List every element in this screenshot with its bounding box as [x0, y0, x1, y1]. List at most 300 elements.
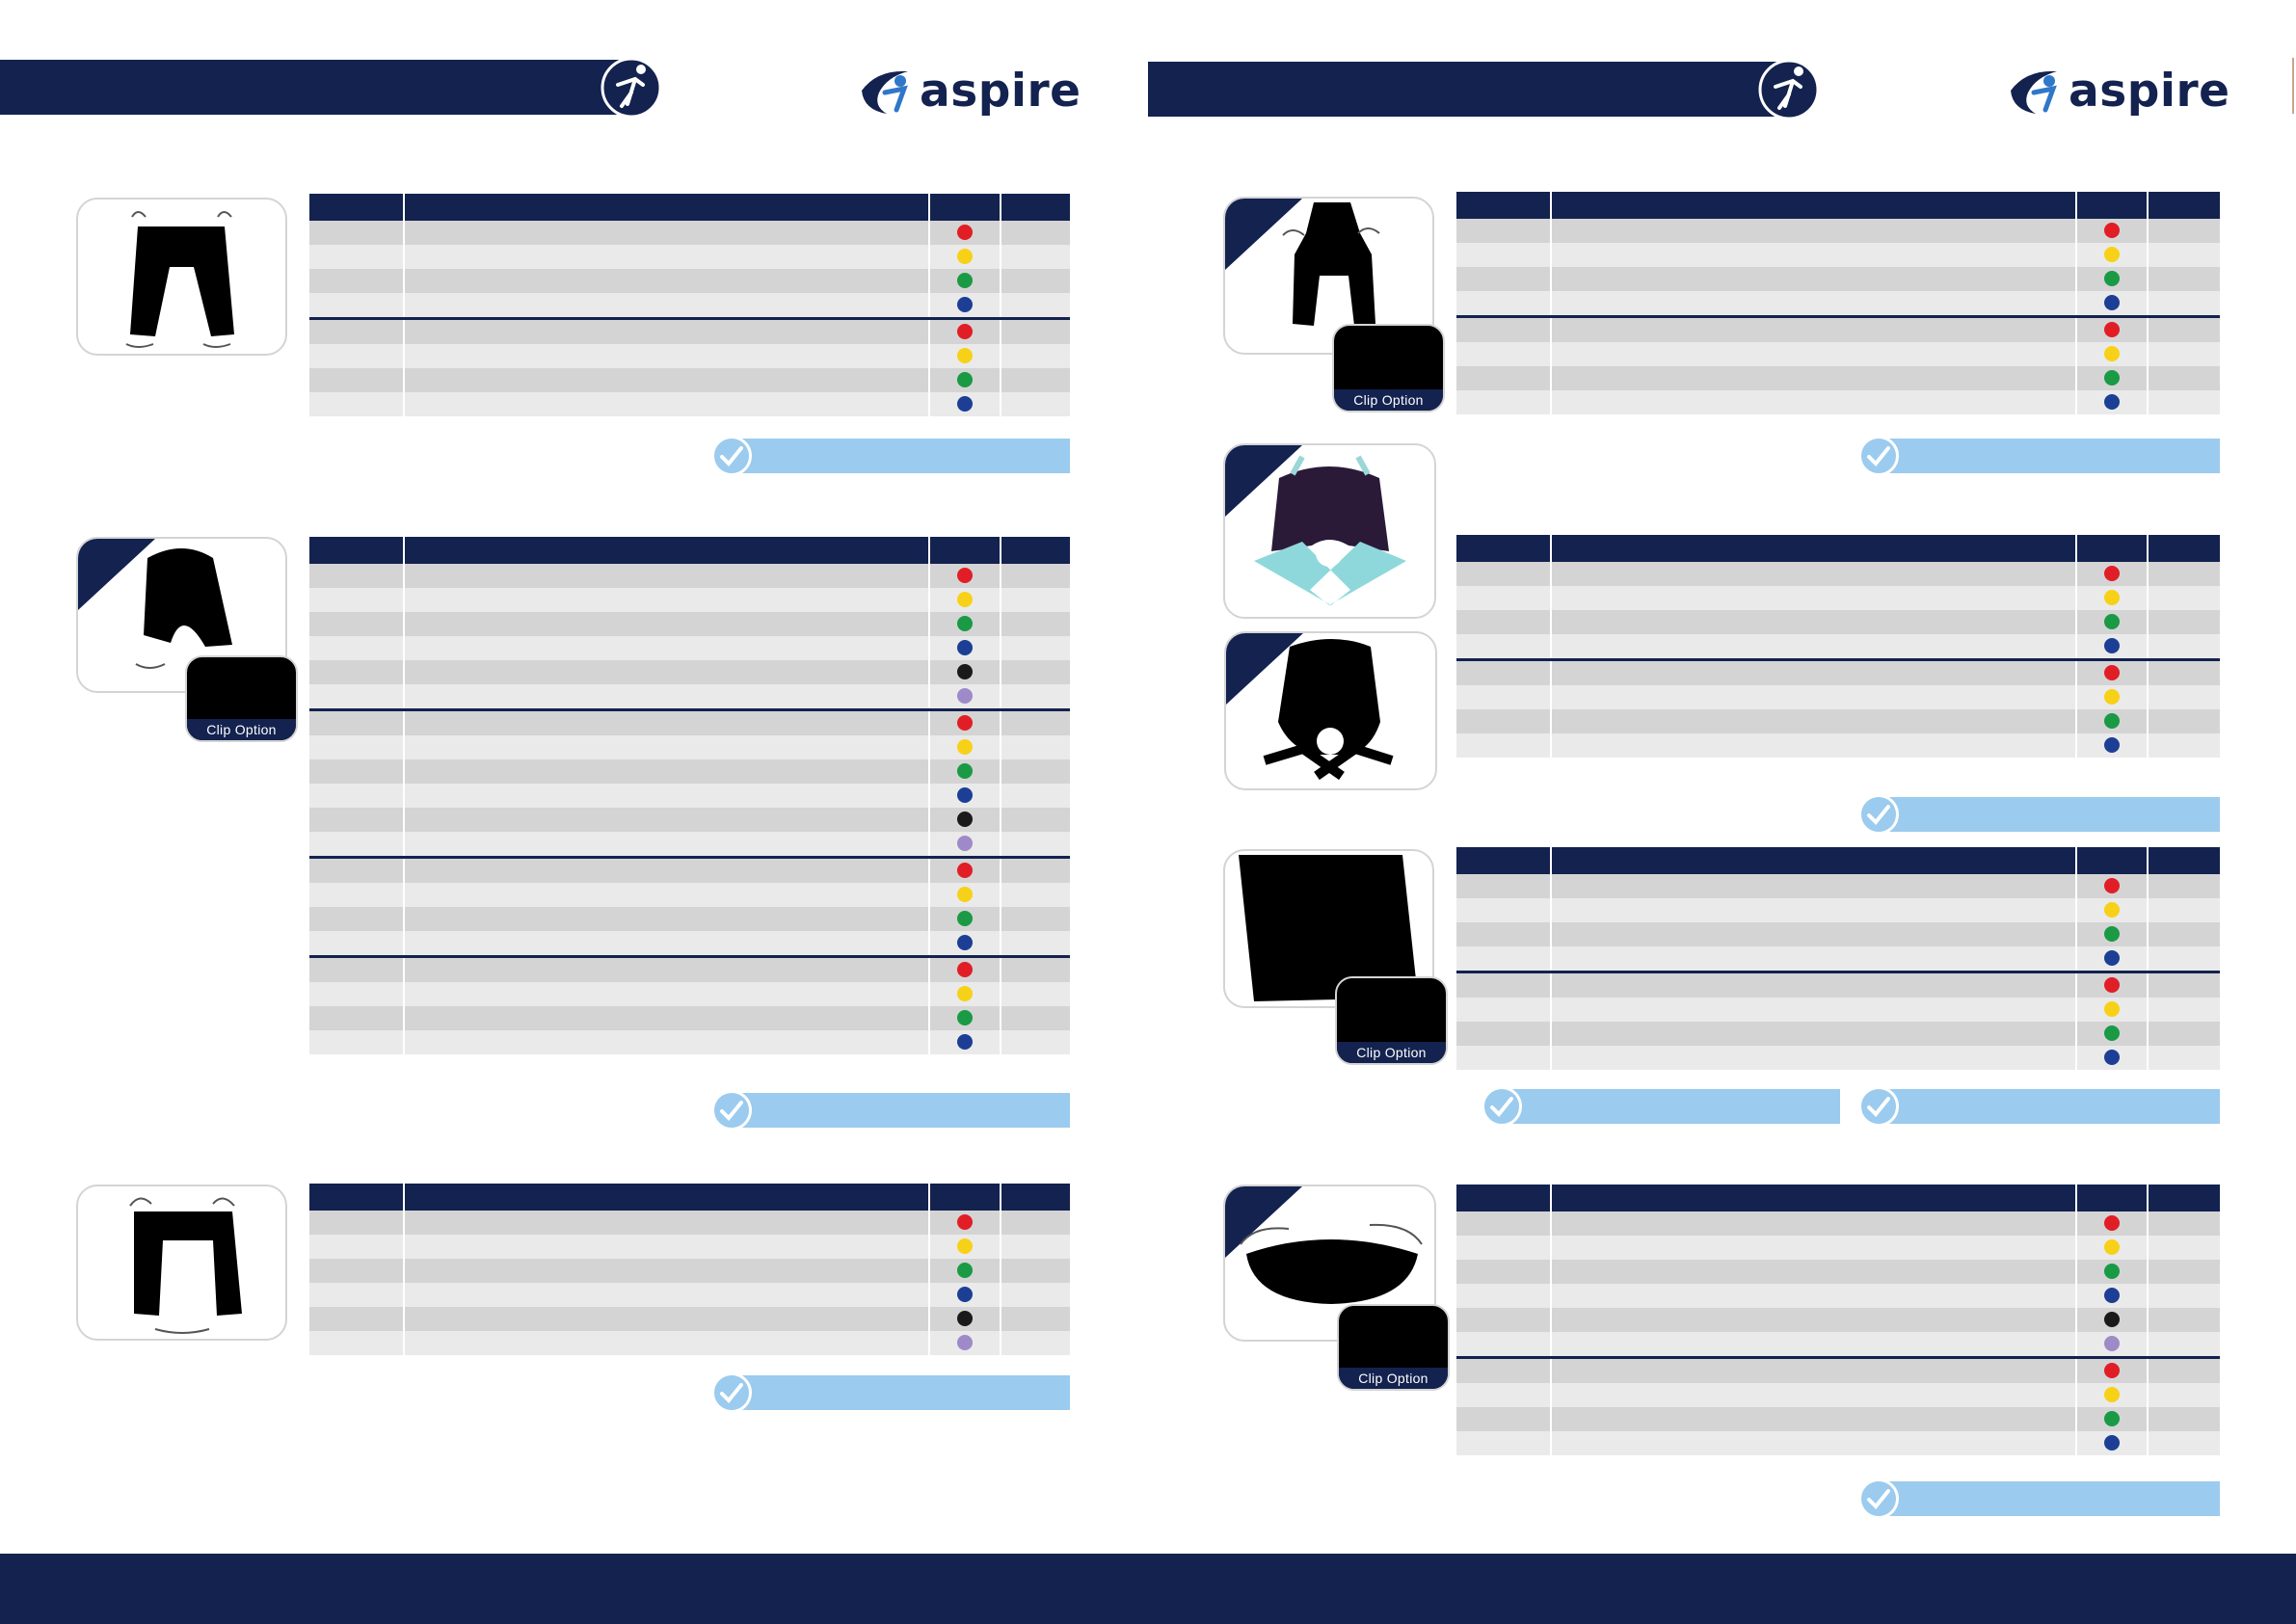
purple-color-dot-icon [957, 688, 973, 704]
table-cell [2076, 1046, 2148, 1070]
table-cell [1001, 221, 1070, 245]
yellow-color-dot-icon [2104, 247, 2120, 262]
black-color-dot-icon [957, 1311, 973, 1326]
table-row [309, 269, 1070, 293]
table-cell [2076, 1383, 2148, 1407]
table-cell [1456, 898, 1551, 922]
table-cell [404, 293, 929, 319]
table-row [309, 832, 1070, 858]
table-row [1456, 342, 2220, 366]
sling-illustration [1226, 633, 1435, 788]
table-cell [1001, 832, 1070, 858]
table-row [309, 858, 1070, 884]
table-header-cell [929, 1184, 1001, 1211]
table-cell [309, 858, 404, 884]
green-color-dot-icon [957, 273, 973, 288]
table-cell [1456, 390, 1551, 414]
table-cell [1456, 1308, 1551, 1332]
table-cell [929, 1030, 1001, 1054]
blue-color-dot-icon [957, 787, 973, 803]
blue-color-dot-icon [957, 297, 973, 312]
table-cell [1001, 245, 1070, 269]
table-cell [1456, 317, 1551, 343]
table-cell [1001, 564, 1070, 588]
table-cell [2076, 1332, 2148, 1358]
table-cell [2148, 1308, 2220, 1332]
table-cell [1001, 808, 1070, 832]
table-cell [1551, 1022, 2076, 1046]
table-cell [309, 907, 404, 931]
table-header-row [1456, 847, 2220, 874]
table-cell [1551, 874, 2076, 898]
red-color-dot-icon [957, 324, 973, 339]
table-cell [404, 1211, 929, 1235]
table-cell [309, 1006, 404, 1030]
table-cell [309, 832, 404, 858]
table-header-cell [1001, 537, 1070, 564]
table-cell [1456, 291, 1551, 317]
blue-color-dot-icon [2104, 950, 2120, 966]
table-header-cell [1456, 192, 1551, 219]
spec-table-right-1 [1456, 192, 2220, 414]
table-cell [1001, 883, 1070, 907]
blue-color-dot-icon [957, 1287, 973, 1302]
table-row [309, 392, 1070, 416]
table-cell [404, 612, 929, 636]
table-cell [404, 245, 929, 269]
table-row [309, 808, 1070, 832]
table-header-row [1456, 192, 2220, 219]
green-color-dot-icon [957, 1263, 973, 1278]
table-cell [1551, 610, 2076, 634]
checkmark-icon [719, 1382, 744, 1403]
table-row [309, 1006, 1070, 1030]
table-cell [2148, 660, 2220, 686]
table-cell [1551, 998, 2076, 1022]
table-cell [309, 784, 404, 808]
figure-swoosh-icon [597, 56, 666, 119]
green-color-dot-icon [2104, 614, 2120, 629]
red-color-dot-icon [957, 1214, 973, 1230]
table-cell [929, 907, 1001, 931]
table-row [1456, 733, 2220, 758]
table-cell [1456, 1211, 1551, 1236]
table-row [309, 221, 1070, 245]
table-header-row [309, 1184, 1070, 1211]
table-row [309, 1307, 1070, 1331]
table-row [1456, 1308, 2220, 1332]
green-color-dot-icon [957, 372, 973, 387]
table-cell [1456, 610, 1551, 634]
table-cell [1001, 710, 1070, 736]
table-header-cell [1456, 1185, 1551, 1211]
table-cell [1551, 1383, 2076, 1407]
table-cell [309, 957, 404, 983]
table-header-cell [2076, 192, 2148, 219]
table-row [309, 368, 1070, 392]
table-cell [2076, 586, 2148, 610]
table-header-cell [929, 537, 1001, 564]
table-row [1456, 1260, 2220, 1284]
table-cell [1551, 1407, 2076, 1431]
table-cell [404, 883, 929, 907]
blue-color-dot-icon [2104, 737, 2120, 753]
red-color-dot-icon [957, 225, 973, 240]
spec-table-left-1 [309, 194, 1070, 416]
table-row [309, 344, 1070, 368]
clip-option-badge [1335, 976, 1448, 1065]
table-cell [929, 636, 1001, 660]
table-cell [2076, 1407, 2148, 1431]
table-cell [929, 982, 1001, 1006]
table-cell [2076, 610, 2148, 634]
table-cell [1551, 366, 2076, 390]
checkmark-icon [1866, 445, 1891, 466]
table-cell [1001, 293, 1070, 319]
green-color-dot-icon [2104, 926, 2120, 942]
table-cell [929, 1259, 1001, 1283]
green-color-dot-icon [2104, 1264, 2120, 1279]
table-cell [2076, 898, 2148, 922]
table-cell [2148, 972, 2220, 998]
green-color-dot-icon [2104, 1025, 2120, 1041]
red-color-dot-icon [2104, 1363, 2120, 1378]
yellow-color-dot-icon [957, 739, 973, 755]
table-cell [309, 1307, 404, 1331]
table-cell [929, 221, 1001, 245]
green-color-dot-icon [957, 763, 973, 779]
red-color-dot-icon [2104, 322, 2120, 337]
table-cell [2148, 1236, 2220, 1260]
table-cell [309, 245, 404, 269]
red-color-dot-icon [957, 962, 973, 977]
yellow-color-dot-icon [957, 986, 973, 1001]
table-cell [309, 759, 404, 784]
table-cell [1456, 1332, 1551, 1358]
table-cell [1001, 1307, 1070, 1331]
black-color-dot-icon [957, 664, 973, 679]
table-cell [309, 636, 404, 660]
table-cell [309, 588, 404, 612]
table-row [309, 684, 1070, 710]
table-row [1456, 219, 2220, 243]
red-color-dot-icon [2104, 977, 2120, 993]
table-row [309, 660, 1070, 684]
table-cell [2148, 1332, 2220, 1358]
footer-bar [0, 1554, 2296, 1624]
table-cell [929, 883, 1001, 907]
aspire-logo-left [858, 60, 1081, 121]
yellow-color-dot-icon [2104, 1001, 2120, 1017]
blue-color-dot-icon [957, 640, 973, 655]
sling-photo [1225, 445, 1434, 617]
table-cell [1456, 1236, 1551, 1260]
table-cell [929, 269, 1001, 293]
table-cell [2148, 709, 2220, 733]
table-row [1456, 267, 2220, 291]
aspire-logo-right [2007, 60, 2230, 121]
blue-color-dot-icon [957, 396, 973, 412]
table-cell [929, 710, 1001, 736]
table-cell [1456, 1358, 1551, 1384]
spec-table-left-2 [309, 537, 1070, 1054]
table-row [1456, 1407, 2220, 1431]
table-row [309, 784, 1070, 808]
table-header-cell [1551, 535, 2076, 562]
table-cell [1001, 660, 1070, 684]
table-cell [1551, 922, 2076, 946]
yellow-color-dot-icon [957, 887, 973, 902]
table-cell [2076, 634, 2148, 660]
table-row [1456, 1284, 2220, 1308]
red-color-dot-icon [2104, 1215, 2120, 1231]
table-cell [1001, 982, 1070, 1006]
table-cell [309, 684, 404, 710]
table-cell [2076, 390, 2148, 414]
table-cell [929, 1006, 1001, 1030]
table-cell [2076, 1022, 2148, 1046]
table-row [309, 1211, 1070, 1235]
table-row [1456, 610, 2220, 634]
table-cell [309, 982, 404, 1006]
table-cell [404, 684, 929, 710]
check-banner-right-3b [1858, 1089, 2220, 1124]
table-cell [2076, 317, 2148, 343]
table-row [1456, 317, 2220, 343]
table-cell [1551, 660, 2076, 686]
table-header-cell [1456, 847, 1551, 874]
table-cell [309, 392, 404, 416]
check-banner-right-2 [1858, 797, 2220, 832]
table-header-row [1456, 535, 2220, 562]
table-cell [2148, 291, 2220, 317]
yellow-color-dot-icon [2104, 1387, 2120, 1402]
check-banner-right-4 [1858, 1481, 2220, 1516]
table-cell [2076, 922, 2148, 946]
table-cell [1456, 733, 1551, 758]
table-cell [2148, 342, 2220, 366]
purple-color-dot-icon [2104, 1336, 2120, 1351]
table-cell [1001, 319, 1070, 345]
table-cell [2076, 874, 2148, 898]
product-image-sling-3 [76, 1185, 287, 1341]
checkmark-icon [719, 445, 744, 466]
table-cell [2076, 219, 2148, 243]
check-banner-left-1 [711, 439, 1070, 473]
table-cell [404, 1307, 929, 1331]
logo-text: aspire [920, 64, 1081, 118]
header-bar-right [1148, 62, 1789, 117]
table-cell [1001, 858, 1070, 884]
table-cell [2076, 998, 2148, 1022]
table-row [1456, 1211, 2220, 1236]
clip-option-label: Clip Option [187, 719, 296, 740]
table-cell [309, 612, 404, 636]
clip-option-badge [1332, 324, 1445, 413]
table-cell [2148, 586, 2220, 610]
blue-color-dot-icon [2104, 638, 2120, 653]
yellow-color-dot-icon [957, 249, 973, 264]
table-row [1456, 998, 2220, 1022]
table-row [1456, 1022, 2220, 1046]
table-cell [404, 636, 929, 660]
table-cell [2076, 685, 2148, 709]
red-color-dot-icon [957, 863, 973, 878]
table-header-cell [2076, 535, 2148, 562]
table-row [1456, 1046, 2220, 1070]
table-cell [1001, 269, 1070, 293]
table-cell [1551, 586, 2076, 610]
table-row [1456, 898, 2220, 922]
table-cell [2148, 922, 2220, 946]
table-cell [404, 368, 929, 392]
table-cell [1551, 291, 2076, 317]
table-cell [2148, 562, 2220, 586]
check-banner-left-3 [711, 1375, 1070, 1410]
green-color-dot-icon [957, 911, 973, 926]
table-cell [929, 858, 1001, 884]
table-cell [929, 759, 1001, 784]
table-cell [2076, 243, 2148, 267]
table-cell [309, 269, 404, 293]
table-cell [2076, 342, 2148, 366]
purple-color-dot-icon [957, 1335, 973, 1350]
table-header-cell [1001, 1184, 1070, 1211]
table-cell [309, 1331, 404, 1355]
sling-illustration [78, 200, 285, 354]
table-cell [929, 392, 1001, 416]
table-cell [1001, 612, 1070, 636]
table-cell [929, 660, 1001, 684]
table-cell [1001, 684, 1070, 710]
table-cell [2076, 1284, 2148, 1308]
table-cell [2076, 946, 2148, 972]
table-cell [1456, 1046, 1551, 1070]
table-header-cell [309, 537, 404, 564]
table-cell [1001, 368, 1070, 392]
table-row [309, 1259, 1070, 1283]
table-header-cell [1001, 194, 1070, 221]
table-cell [309, 1259, 404, 1283]
yellow-color-dot-icon [2104, 590, 2120, 605]
table-row [1456, 1358, 2220, 1384]
check-banner-left-2 [711, 1093, 1070, 1128]
table-row [1456, 562, 2220, 586]
table-row [309, 883, 1070, 907]
table-cell [1456, 342, 1551, 366]
table-cell [1001, 344, 1070, 368]
table-row [309, 1283, 1070, 1307]
table-cell [1001, 1030, 1070, 1054]
table-header-cell [2076, 847, 2148, 874]
table-cell [404, 1259, 929, 1283]
table-row [1456, 709, 2220, 733]
table-cell [404, 588, 929, 612]
page-edge-mark [2292, 58, 2294, 114]
table-cell [1551, 709, 2076, 733]
spec-table-right-4 [1456, 1185, 2220, 1455]
table-cell [929, 1211, 1001, 1235]
clip-option-badge [185, 655, 298, 742]
table-cell [404, 759, 929, 784]
table-row [1456, 685, 2220, 709]
table-cell [1551, 317, 2076, 343]
table-cell [1551, 1358, 2076, 1384]
product-image-sling-1 [76, 198, 287, 356]
table-cell [2076, 972, 2148, 998]
clip-option-label: Clip Option [1334, 389, 1443, 411]
table-cell [929, 612, 1001, 636]
table-row [309, 588, 1070, 612]
table-cell [309, 735, 404, 759]
table-header-cell [2076, 1185, 2148, 1211]
table-cell [1551, 634, 2076, 660]
table-cell [404, 832, 929, 858]
checkmark-icon [719, 1100, 744, 1121]
table-header-cell [929, 194, 1001, 221]
table-cell [1551, 685, 2076, 709]
table-header-cell [404, 537, 929, 564]
table-cell [1456, 366, 1551, 390]
table-cell [929, 245, 1001, 269]
table-cell [2076, 267, 2148, 291]
red-color-dot-icon [957, 568, 973, 583]
red-color-dot-icon [2104, 223, 2120, 238]
table-cell [1551, 562, 2076, 586]
table-cell [2148, 610, 2220, 634]
table-cell [1456, 874, 1551, 898]
table-cell [1551, 1211, 2076, 1236]
table-row [1456, 586, 2220, 610]
table-cell [1001, 907, 1070, 931]
table-cell [404, 564, 929, 588]
table-cell [2148, 243, 2220, 267]
purple-color-dot-icon [957, 836, 973, 851]
table-cell [2076, 1211, 2148, 1236]
table-cell [1551, 390, 2076, 414]
aspire-logo-icon [858, 64, 916, 118]
table-row [309, 735, 1070, 759]
table-cell [1456, 660, 1551, 686]
table-cell [1551, 733, 2076, 758]
blue-color-dot-icon [2104, 295, 2120, 310]
table-row [1456, 366, 2220, 390]
table-cell [404, 808, 929, 832]
table-row [309, 710, 1070, 736]
table-cell [309, 660, 404, 684]
table-cell [1456, 243, 1551, 267]
table-cell [2148, 1407, 2220, 1431]
table-row [309, 931, 1070, 957]
table-cell [1456, 998, 1551, 1022]
sling-illustration [78, 1186, 285, 1339]
table-header-cell [1551, 1185, 2076, 1211]
green-color-dot-icon [2104, 1411, 2120, 1426]
table-cell [1456, 709, 1551, 733]
blue-color-dot-icon [2104, 1288, 2120, 1303]
table-cell [2148, 1383, 2220, 1407]
table-cell [309, 221, 404, 245]
table-row [309, 1030, 1070, 1054]
table-cell [404, 931, 929, 957]
table-row [1456, 634, 2220, 660]
table-row [1456, 874, 2220, 898]
table-cell [2148, 874, 2220, 898]
table-cell [2148, 634, 2220, 660]
table-header-cell [1551, 192, 2076, 219]
table-cell [929, 832, 1001, 858]
table-cell [1001, 931, 1070, 957]
